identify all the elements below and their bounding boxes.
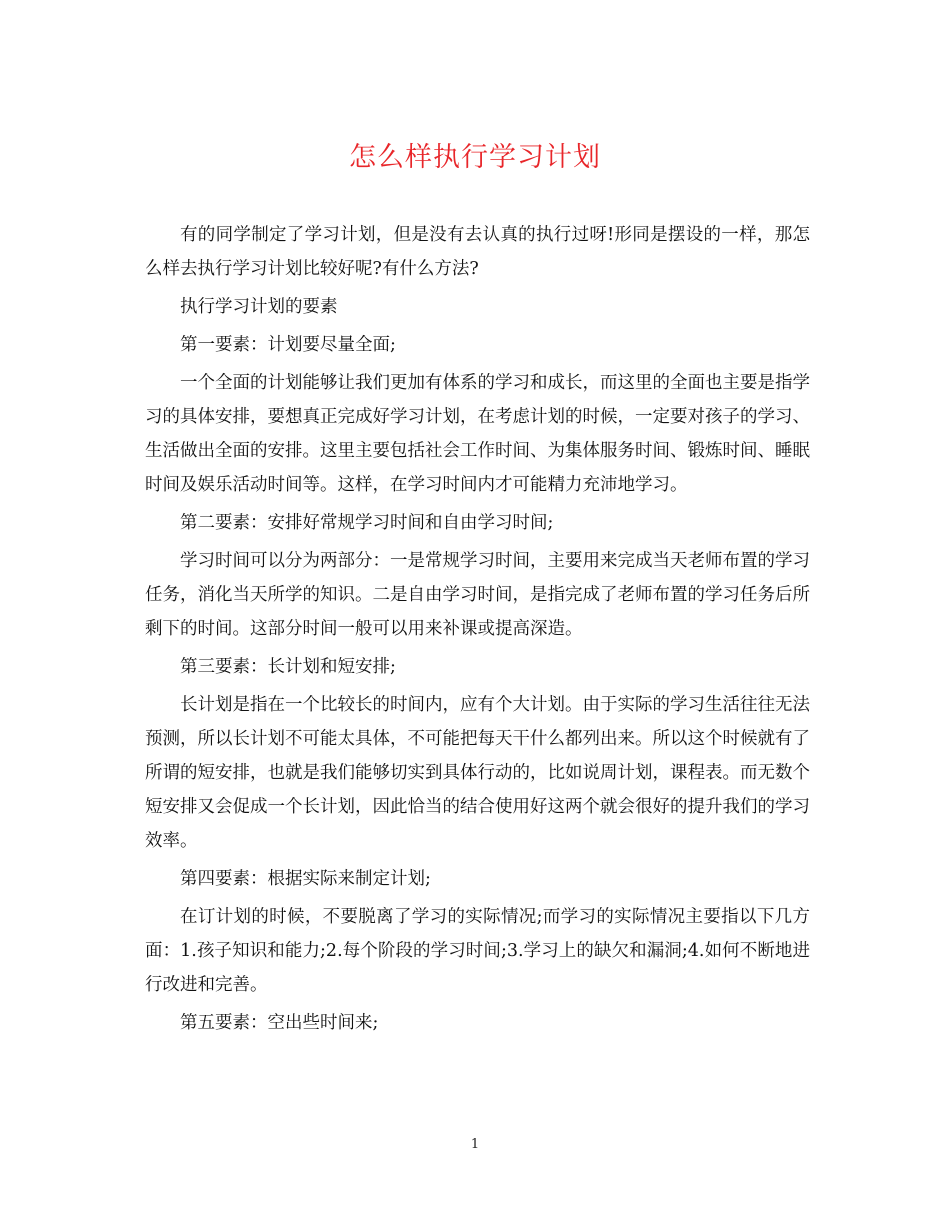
- element-1-heading: 第一要素：计划要尽量全面;: [180, 335, 396, 355]
- element-5-heading: 第五要素：空出些时间来;: [180, 1013, 379, 1033]
- element-4-heading: 第四要素：根据实际来制定计划;: [180, 869, 431, 889]
- element-2-heading: 第二要素：安排好常规学习时间和自由学习时间;: [180, 513, 554, 533]
- section-heading-elements: 执行学习计划的要素: [180, 297, 338, 317]
- element-4-text: 在订计划的时候，不要脱离了学习的实际情况;而学习的实际情况主要指以下几方面：1.孩子知识和能力;2.每个阶段的学习时间;3.学习上的缺欠和漏洞;4.如何不断地进行改进和完善。: [145, 907, 810, 995]
- element-1-text: 一个全面的计划能够让我们更加有体系的学习和成长，而这里的全面也主要是指学习的具体安排，要想真正完成好学习计划，在考虑计划的时候，一定要对孩子的学习、生活做出全面的安排。这里主要包括社会工作时间、为集体服务时间、锻炼时间、睡眠时间及娱乐活动时间等。这样，在学习时间内才可能精力充沛地学习。: [145, 373, 810, 495]
- document-title: 怎么样执行学习计划: [349, 142, 601, 173]
- element-2-text: 学习时间可以分为两部分：一是常规学习时间，主要用来完成当天老师布置的学习任务，消化当天所学的知识。二是自由学习时间，是指完成了老师布置的学习任务后所剩下的时间。这部分时间一般可以用来补课或提高深造。: [145, 551, 810, 639]
- document-body: [145, 218, 810, 1044]
- page-number: 1: [470, 1137, 480, 1152]
- paragraph-intro: 有的同学制定了学习计划，但是没有去认真的执行过呀!形同是摆设的一样，那怎么样去执行学习计划比较好呢?有什么方法?: [145, 225, 810, 279]
- element-3-text: 长计划是指在一个比较长的时间内，应有个大计划。由于实际的学习生活往往无法预测，所以长计划不可能太具体，不可能把每天干什么都列出来。所以这个时候就有了所谓的短安排，也就是我们能够切实到具体行动的，比如说周计划，课程表。而无数个短安排又会促成一个长计划，因此恰当的结合使用好这两个就会很好的提升我们的学习效率。: [145, 695, 810, 851]
- element-3-heading: 第三要素：长计划和短安排;: [180, 657, 396, 677]
